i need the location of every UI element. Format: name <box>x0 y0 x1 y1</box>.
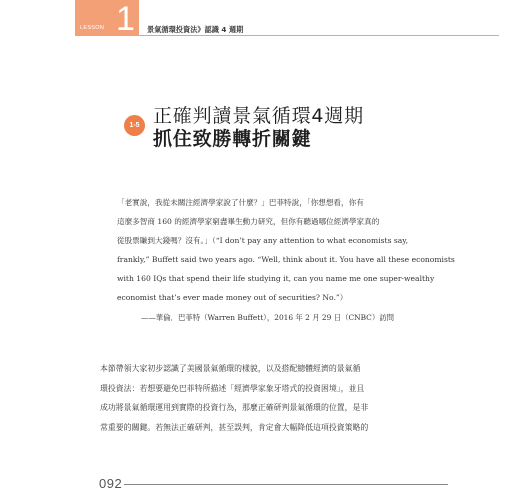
section-title-line1: 正確判讀景氣循環4週期 <box>153 105 364 127</box>
quote-line: with 160 IQs that spend their life studying it, can you name me one super-wealthy <box>117 274 435 283</box>
footer-rule <box>124 484 448 485</box>
epigraph-quote <box>117 193 455 307</box>
body-line: 成功將景氣循環運用到實際的投資行為，那麼正確研判景氣循環的位置，是非 <box>100 403 369 412</box>
lesson-number: 1 <box>116 0 135 38</box>
lesson-label: LESSON <box>80 25 105 31</box>
header-rule <box>139 35 499 36</box>
quote-line: 「老實說，我從未關注經濟學家說了什麼？」巴菲特說，「你想想看，你有 <box>117 198 364 207</box>
body-paragraph <box>100 359 420 437</box>
quote-line: 從股票賺到大錢嗎？沒有。」（“I don’t pay any attention to what economists say, <box>117 236 409 245</box>
body-line: 常重要的關鍵。若無法正確研判，甚至誤判，肯定會大幅降低這項投資策略的 <box>100 422 369 432</box>
body-line: 環投資法：若想要避免巴菲特所描述「經濟學家象牙塔式的投資困境」，並且 <box>100 383 365 393</box>
section-title-line2: 抓住致勝轉折關鍵 <box>153 128 312 150</box>
page-number: 092 <box>99 476 123 491</box>
quote-attribution: ——華倫．巴菲特（Warren Buffett），2016 年 2 月 29 日（CNBC）訪問 <box>140 313 394 322</box>
body-line: 本節帶領大家初步認識了美國景氣循環的樣貌，以及搭配總體經濟的景氣循 <box>100 364 361 373</box>
quote-line: 這麼多智商 160 的經濟學家窮盡畢生動力研究，但你有聽過哪位經濟學家真的 <box>117 217 380 226</box>
quote-line: frankly,” Buffett said two years ago. “Well, think about it. You have all these economists <box>117 255 455 264</box>
running-head: 景氣循環投資法》認識 4 週期 <box>147 25 244 34</box>
quote-line: economist that’s ever made money out of securities? No.”） <box>117 293 348 302</box>
section-badge: 1-5 <box>124 115 145 136</box>
